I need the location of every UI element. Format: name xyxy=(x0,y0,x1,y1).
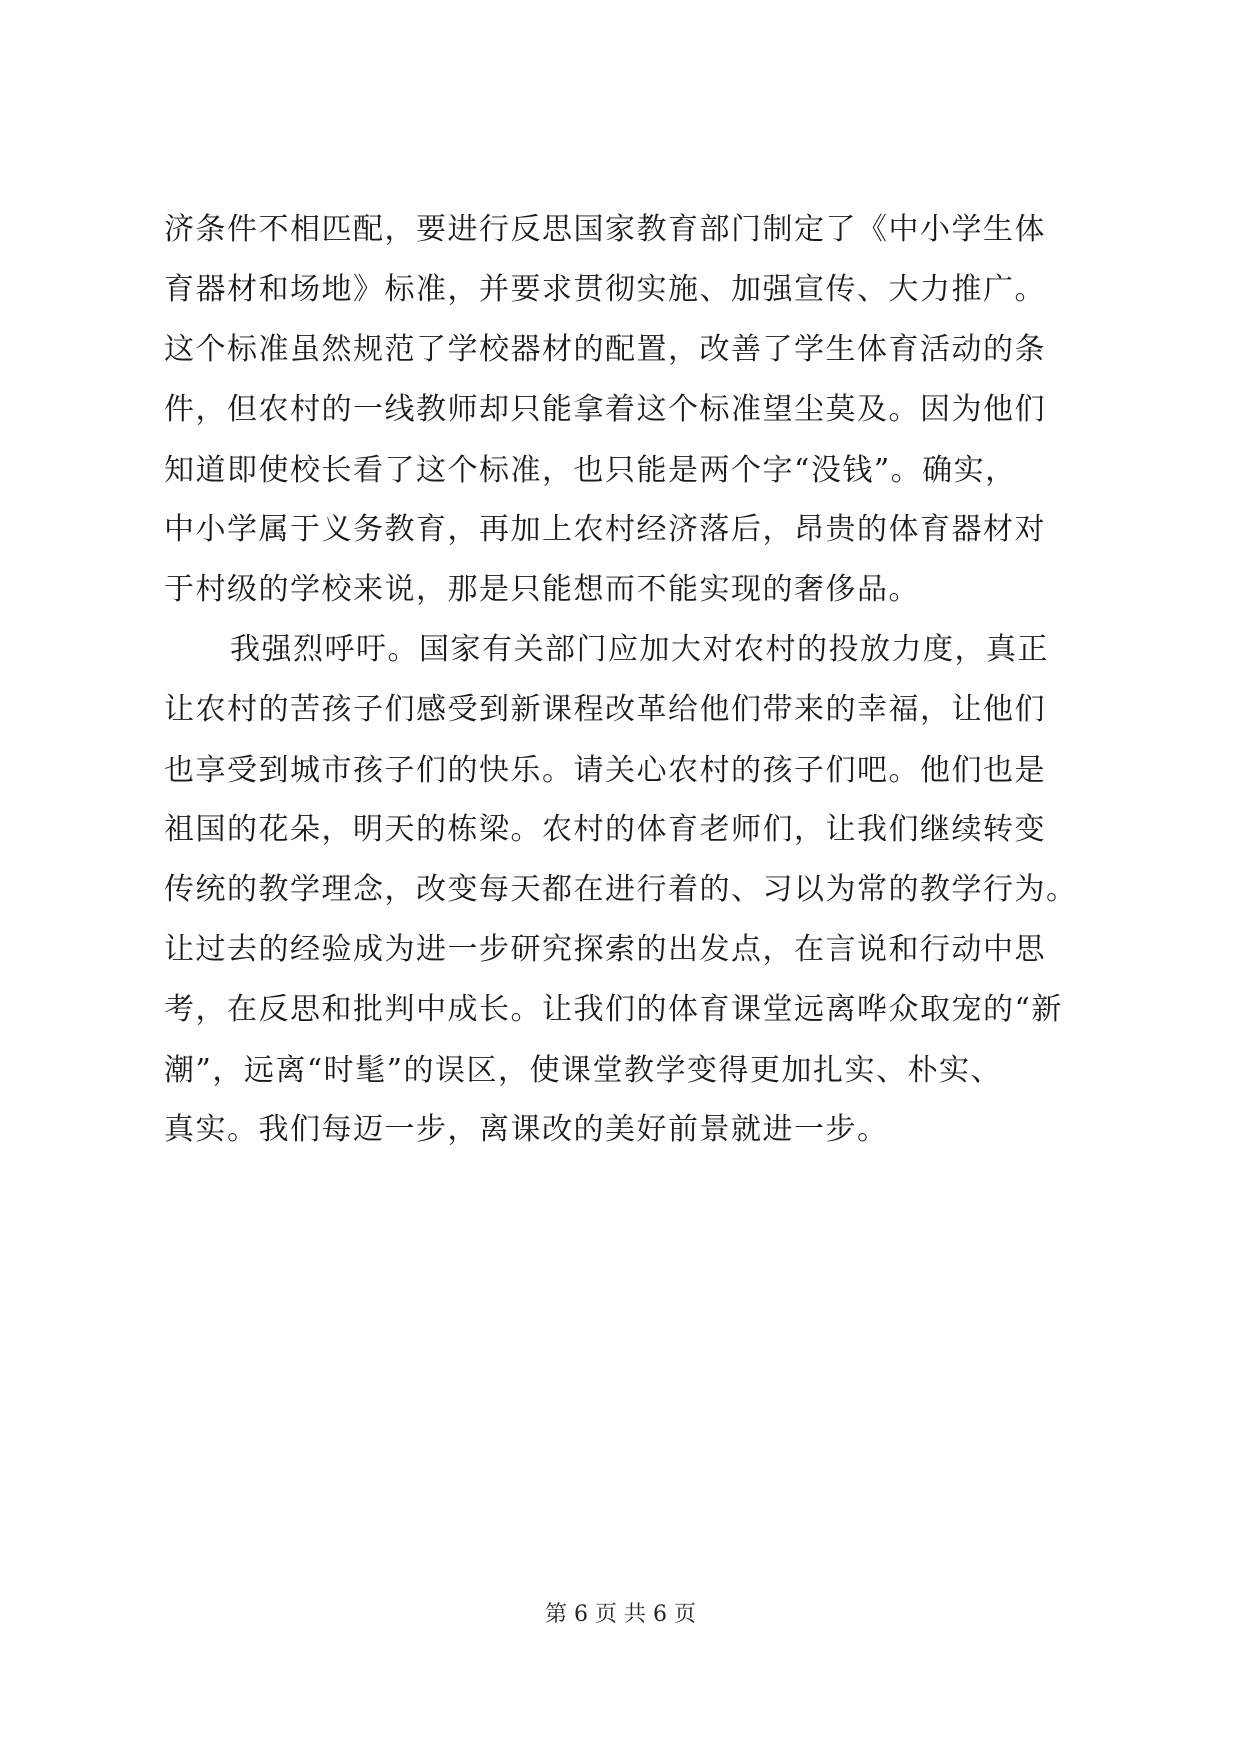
page-number-footer: 第 6 页 共 6 页 xyxy=(545,1602,696,1627)
body-text-line: 中小学属于义务教育，再加上农村经济落后，昂贵的体育器材对 xyxy=(164,512,1046,547)
body-text-line: 于村级的学校来说，那是只能想而不能实现的奢侈品。 xyxy=(164,572,920,607)
body-text-line: 知道即使校长看了这个标准，也只能是两个字“没钱”。确实， xyxy=(164,453,1017,488)
body-text-line: 这个标准虽然规范了学校器材的配置，改善了学生体育活动的条 xyxy=(164,332,1046,367)
body-text-line: 也享受到城市孩子们的快乐。请关心农村的孩子们吧。他们也是 xyxy=(164,753,1046,788)
body-text-line: 考，在反思和批判中成长。让我们的体育课堂远离哗众取宠的“新 xyxy=(164,992,1063,1027)
body-text-line: 潮”，远离“时髦”的误区，使课堂教学变得更加扎实、朴实、 xyxy=(164,1053,1003,1088)
paragraph-first-line: 我强烈呼吁。国家有关部门应加大对农村的投放力度，真正 xyxy=(230,632,1049,667)
body-text-line: 让农村的苦孩子们感受到新课程改革给他们带来的幸福，让他们 xyxy=(164,692,1046,727)
body-text-line: 祖国的花朵，明天的栋梁。农村的体育老师们，让我们继续转变 xyxy=(164,812,1046,847)
body-text-line: 让过去的经验成为进一步研究探索的出发点，在言说和行动中思 xyxy=(164,932,1046,967)
body-text-line: 件，但农村的一线教师却只能拿着这个标准望尘莫及。因为他们 xyxy=(164,392,1046,427)
body-text-line: 真实。我们每迈一步，离课改的美好前景就进一步。 xyxy=(164,1112,889,1147)
body-text-line: 育器材和场地》标准，并要求贯彻实施、加强宣传、大力推广。 xyxy=(164,272,1046,307)
body-text-line: 传统的教学理念，改变每天都在进行着的、习以为常的教学行为。 xyxy=(164,872,1078,907)
body-text-line: 济条件不相匹配，要进行反思国家教育部门制定了《中小学生体 xyxy=(164,212,1046,247)
